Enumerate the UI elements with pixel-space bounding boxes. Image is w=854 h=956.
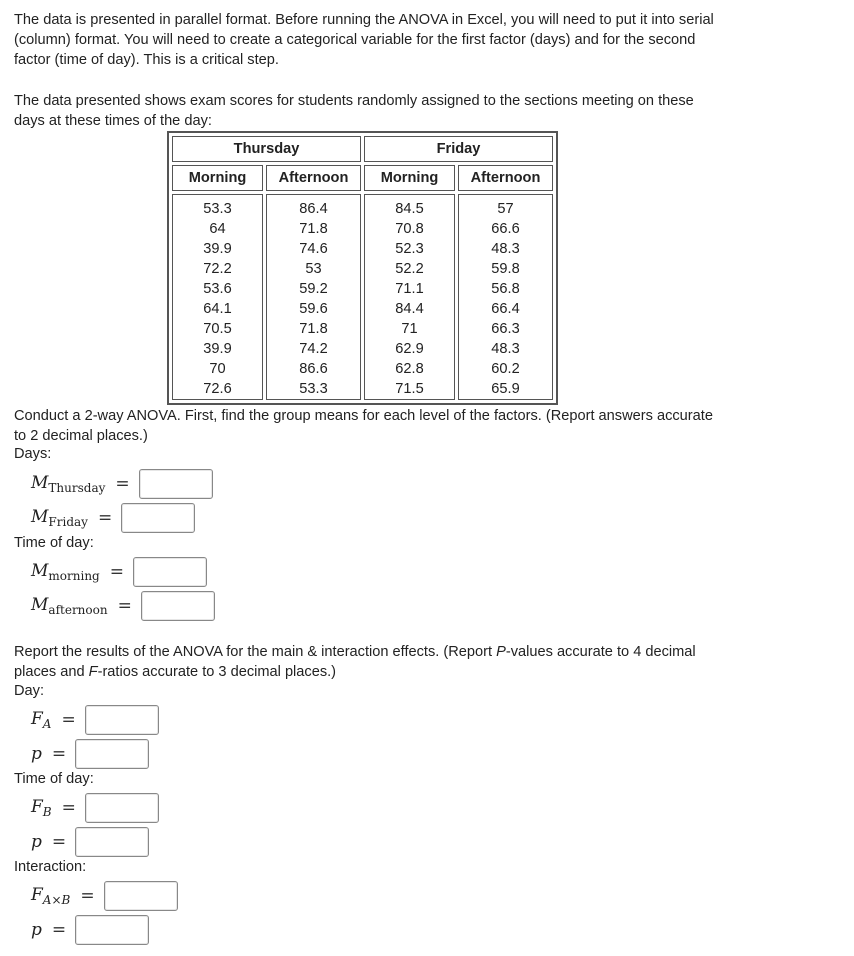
time-of-day-label: Time of day: [14, 535, 94, 551]
intro-paragraph-2: The data presented shows exam scores for students randomly assigned to the sections meeting on these days at these times of the day: [14, 93, 694, 129]
pa-symbol: p [31, 744, 42, 764]
table-cell: 48.3 [491, 341, 520, 357]
table-cell: 39.9 [203, 341, 232, 357]
table-cell: 39.9 [203, 241, 232, 257]
table-cell: 70.8 [395, 221, 424, 237]
table-cell: 66.3 [491, 321, 520, 337]
pa-row: p = [31, 739, 149, 769]
table-cell: 53.3 [299, 381, 328, 397]
time-of-day-label-2: Time of day: [14, 771, 94, 787]
table-cell: 72.2 [203, 261, 232, 277]
fa-input[interactable] [85, 705, 159, 735]
table-cell: 66.6 [491, 221, 520, 237]
table-cell: 52.2 [395, 261, 424, 277]
m-friday-input[interactable] [121, 503, 195, 533]
table-cell: 86.4 [299, 201, 328, 217]
subheader-thursday-morning: Morning [172, 165, 263, 191]
m-friday-row: $M_{Friday}$ = [31, 503, 195, 533]
m-afternoon-row: $M_{afternoon}$ = [31, 591, 215, 621]
m-friday-symbol: $M_{Friday}$ [31, 507, 88, 529]
table-cell: 74.6 [299, 241, 328, 257]
m-afternoon-input[interactable] [141, 591, 215, 621]
column-thursday-morning [172, 194, 263, 400]
subheader-friday-morning: Morning [364, 165, 455, 191]
table-cell: 72.6 [203, 381, 232, 397]
table-cell: 62.9 [395, 341, 424, 357]
table-cell: 71 [401, 321, 418, 337]
days-label: Days: [14, 446, 52, 462]
table-cell: 52.3 [395, 241, 424, 257]
table-cell: 84.4 [395, 301, 424, 317]
fb-input[interactable] [85, 793, 159, 823]
pa-input[interactable] [75, 739, 149, 769]
pab-row: p = [31, 915, 149, 945]
column-thursday-afternoon [266, 194, 361, 400]
table-cell: 70.5 [203, 321, 232, 337]
m-thursday-row: $M_{Thursday}$ = [31, 469, 213, 499]
fb-symbol: $F_B$ [31, 797, 52, 819]
pb-row: p = [31, 827, 149, 857]
table-cell: 48.3 [491, 241, 520, 257]
m-morning-input[interactable] [133, 557, 207, 587]
m-morning-row: $M_{morning}$ = [31, 557, 207, 587]
m-afternoon-symbol: $M_{afternoon}$ [31, 595, 108, 617]
table-cell: 53.3 [203, 201, 232, 217]
table-cell: 74.2 [299, 341, 328, 357]
fa-row: $F_A$ = [31, 705, 159, 735]
table-cell: 70 [209, 361, 226, 377]
exam-scores-table [167, 131, 558, 405]
table-cell: 84.5 [395, 201, 424, 217]
interaction-label: Interaction: [14, 859, 87, 875]
pab-symbol: p [31, 920, 42, 940]
table-cell: 62.8 [395, 361, 424, 377]
part1-instructions: Conduct a 2-way ANOVA. First, find the group means for each level of the factors. (Report answers accurate to 2 decimal places.) [14, 408, 713, 444]
group-header-friday: Friday [364, 136, 553, 162]
fab-symbol: $F_{A\times B}$ [31, 885, 71, 907]
table-cell: 53 [305, 261, 322, 277]
fab-row: $F_{A\times B}$ = [31, 881, 178, 911]
m-morning-symbol: $M_{morning}$ [31, 561, 100, 583]
table-cell: 71.8 [299, 321, 328, 337]
part2-instructions: Report the results of the ANOVA for the main & interaction effects. (Report P-values accurate to 4 decimal places and F-ratios accurate to 3 decimal places.) [14, 644, 696, 680]
table-cell: 59.8 [491, 261, 520, 277]
group-header-thursday: Thursday [172, 136, 361, 162]
table-cell: 56.8 [491, 281, 520, 297]
table-cell: 57 [497, 201, 514, 217]
fa-symbol: $F_A$ [31, 709, 52, 731]
day-label: Day: [14, 683, 45, 699]
table-cell: 71.1 [395, 281, 424, 297]
subheader-thursday-afternoon: Afternoon [266, 165, 361, 191]
fab-input[interactable] [104, 881, 178, 911]
table-cell: 53.6 [203, 281, 232, 297]
table-cell: 71.5 [395, 381, 424, 397]
table-cell: 64 [209, 221, 226, 237]
m-thursday-symbol: $M_{Thursday}$ [31, 473, 106, 495]
m-thursday-input[interactable] [139, 469, 213, 499]
subheader-friday-afternoon: Afternoon [458, 165, 553, 191]
table-cell: 64.1 [203, 301, 232, 317]
pb-input[interactable] [75, 827, 149, 857]
pb-symbol: p [31, 832, 42, 852]
table-cell: 60.2 [491, 361, 520, 377]
table-cell: 65.9 [491, 381, 520, 397]
table-cell: 59.2 [299, 281, 328, 297]
table-cell: 71.8 [299, 221, 328, 237]
pab-input[interactable] [75, 915, 149, 945]
table-cell: 86.6 [299, 361, 328, 377]
table-cell: 66.4 [491, 301, 520, 317]
column-friday-morning [364, 194, 455, 400]
fb-row: $F_B$ = [31, 793, 159, 823]
table-cell: 59.6 [299, 301, 328, 317]
intro-paragraph-1: The data is presented in parallel format. Before running the ANOVA in Excel, you will need to put it into serial (column) format. You will need to create a categorical variable for the first factor (days) and for the second factor (time of day). This is a critical step. [14, 12, 714, 68]
data-table-container [167, 131, 558, 405]
column-friday-afternoon [458, 194, 553, 400]
